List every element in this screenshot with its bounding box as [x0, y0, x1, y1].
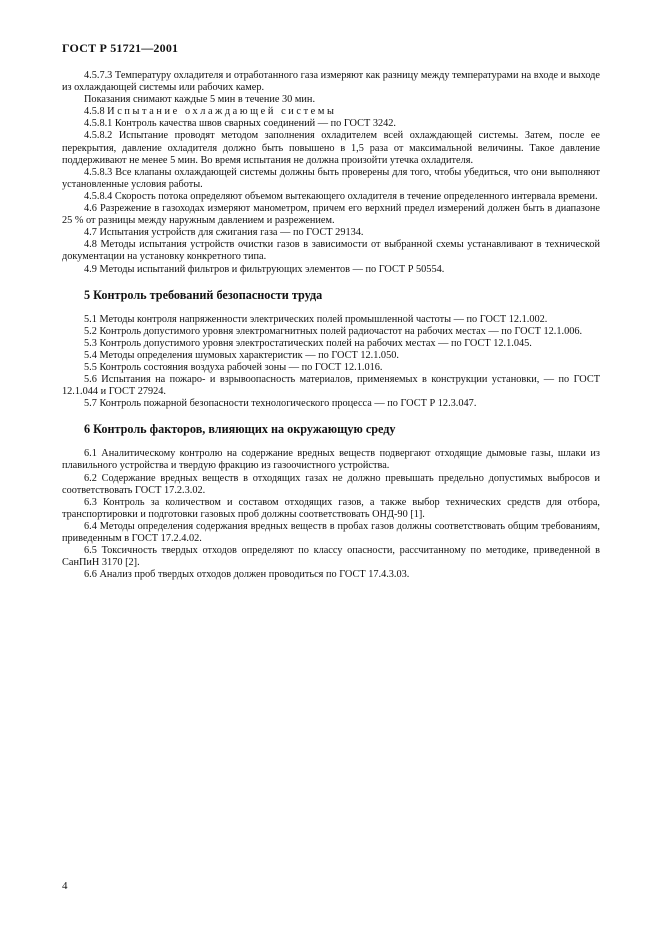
paragraph-5-2: 5.2 Контроль допустимого уровня электромагнитных полей радиочастот на рабочих местах — по ГОСТ 12.1.006.: [84, 325, 583, 337]
document-header: ГОСТ Р 51721—2001: [62, 41, 179, 55]
paragraph-4-7: 4.7 Испытания устройств для сжигания газа — по ГОСТ 29134.: [84, 227, 364, 239]
paragraph-5-5: 5.5 Контроль состояния воздуха рабочей зоны — по ГОСТ 12.1.016.: [84, 361, 383, 373]
paragraph-5-6: 5.6 Испытания на пожаро- и взрывоопасность материалов, применяемых в конструкции установки, — по ГОСТ 12.1.044 и ГОСТ 27924.: [62, 374, 600, 398]
paragraph-5-3: 5.3 Контроль допустимого уровня электростатических полей на рабочих местах — по ГОСТ 12.1.045.: [84, 337, 532, 349]
paragraph-4-9: 4.9 Методы испытаний фильтров и фильтрующих элементов — по ГОСТ Р 50554.: [84, 263, 445, 275]
paragraph-6-2: 6.2 Содержание вредных веществ в отходящих газах не должно превышать предельно допустимых выбросов и соответствовать ГОСТ 17.2.3.02.: [62, 472, 600, 496]
paragraph-5-4: 5.4 Методы определения шумовых характеристик — по ГОСТ 12.1.050.: [84, 349, 399, 361]
paragraph-5-7: 5.7 Контроль пожарной безопасности технологического процесса — по ГОСТ Р 12.3.047.: [84, 398, 477, 410]
paragraph-4-5-8-2: 4.5.8.2 Испытание проводят методом заполнения охладителем всей охлаждающей системы. Затем, после ее перекрытия, давление охладителя должно быть повышено в 1,5 раза от максимальной величины. Такое давление поддерживают не менее 5 мин. Во время испытания не должна произойти утечка охладителя.: [62, 130, 600, 166]
paragraph-4-5-8-3: 4.5.8.3 Все клапаны охлаждающей системы должны быть проверены для того, чтобы убедиться, что они выполняют установленные условия работы.: [62, 166, 600, 190]
paragraph-4-6: 4.6 Разрежение в газоходах измеряют манометром, причем его верхний предел измерений должен быть в диапазоне 25 % от разницы между наружным давлением и разрежением.: [62, 203, 600, 227]
paragraph-4-5-8: [62, 106, 600, 118]
paragraph-5-1: 5.1 Методы контроля напряженности электрических полей промышленной частоты — по ГОСТ 12.1.002.: [84, 313, 548, 325]
section-6-heading: 6 Контроль факторов, влияющих на окружающую среду: [84, 422, 396, 437]
section-5-heading: 5 Контроль требований безопасности труда: [84, 287, 323, 302]
paragraph-4-5-7-3: 4.5.7.3 Температуру охладителя и отработанного газа измеряют как разницу между температурами на входе и выходе из охлаждающей системы или рабочих камер.: [62, 70, 600, 94]
paragraph-6-1: 6.1 Аналитическому контролю на содержание вредных веществ подвергают отходящие дымовые газы, шлаки из плавильного устройства и твердую фракцию из газоочистного устройства.: [62, 448, 600, 472]
paragraph-4-5-8-1: 4.5.8.1 Контроль качества швов сварных соединений — по ГОСТ 3242.: [84, 118, 396, 130]
paragraph-readings: Показания снимают каждые 5 мин в течение 30 мин.: [84, 94, 316, 106]
paragraph-number: 4.5.8: [84, 106, 105, 118]
page-number: 4: [62, 880, 68, 892]
paragraph-6-4: 6.4 Методы определения содержания вредных веществ в пробах газов должны соответствовать общим требованиям, приведенным в ГОСТ 17.2.4.02.: [62, 520, 600, 544]
paragraph-4-5-8-4: 4.5.8.4 Скорость потока определяют объемом вытекающего охладителя в течение определенного интервала времени.: [84, 190, 598, 202]
paragraph-4-8: 4.8 Методы испытания устройств очистки газов в зависимости от выбранной схемы устанавливают в технической документации на установку конкретного типа.: [62, 239, 600, 263]
paragraph-spaced-title: Испытание охлаждающей системы: [107, 106, 337, 118]
paragraph-6-5: 6.5 Токсичность твердых отходов определяют по классу опасности, рассчитанному по методике, приведенной в СанПиН 3170 [2].: [62, 545, 600, 569]
paragraph-6-3: 6.3 Контроль за количеством и составом отходящих газов, а также выбор технических средств для отбора, транспортировки и подготовки газовых проб должны соответствовать ОНД-90 [1].: [62, 496, 600, 520]
document-body: [62, 70, 600, 581]
paragraph-6-6: 6.6 Анализ проб твердых отходов должен проводиться по ГОСТ 17.4.3.03.: [84, 569, 410, 581]
